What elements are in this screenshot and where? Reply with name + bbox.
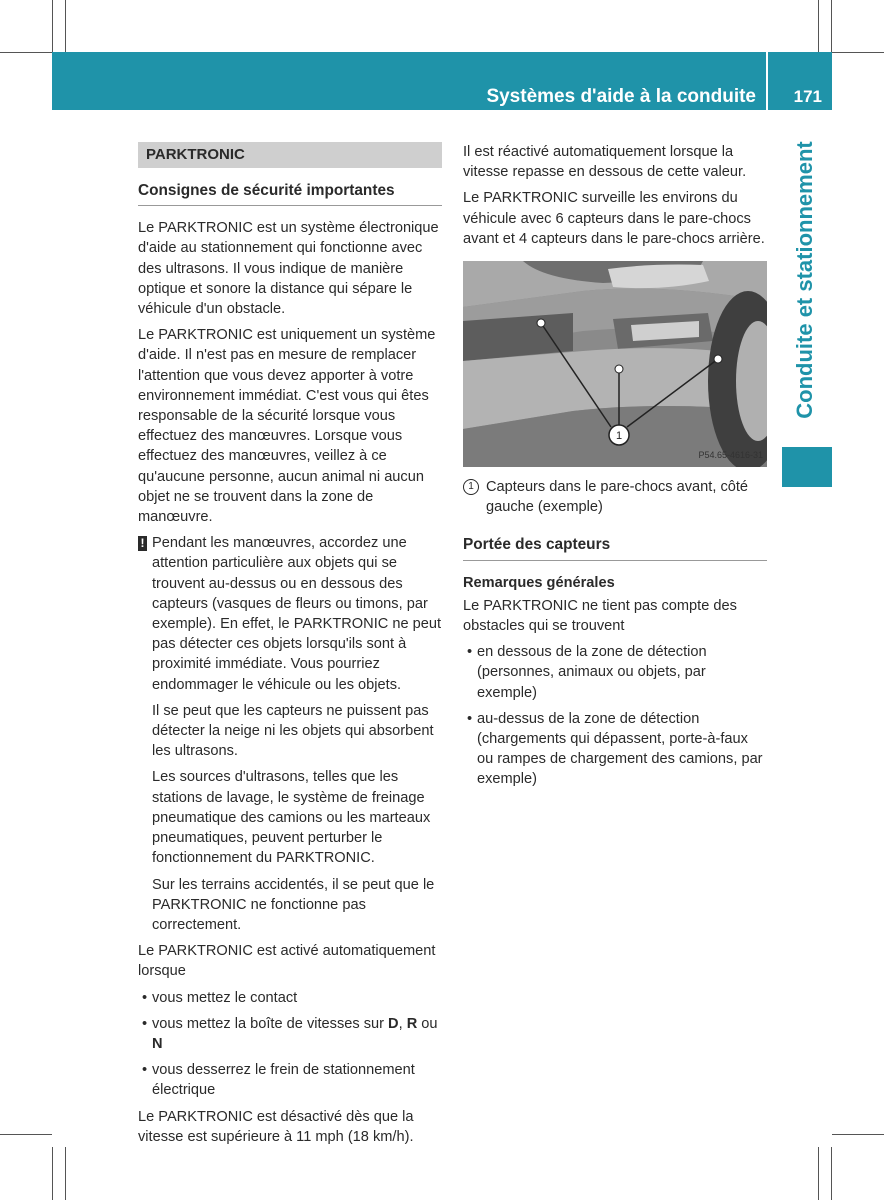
page-number-box xyxy=(768,52,832,110)
warning-icon: ! xyxy=(138,536,147,551)
crop-mark xyxy=(0,1134,52,1135)
gear-r: R xyxy=(406,1015,418,1032)
section-title: PARKTRONIC xyxy=(138,142,442,168)
warning-text: Il se peut que les capteurs ne puissent pas détecter la neige ni les objets qui absorbent les ultrasons. xyxy=(152,702,434,760)
paragraph: Le PARKTRONIC est désactivé dès que la vitesse est supérieure à 11 mph (18 km/h). xyxy=(138,1108,414,1145)
list-item: • vous mettez le contact xyxy=(138,988,442,1008)
crop-mark xyxy=(65,1147,66,1200)
list-item-text: ou xyxy=(417,1015,438,1032)
crop-mark xyxy=(52,1147,53,1200)
crop-mark xyxy=(0,52,52,53)
warning-block xyxy=(138,533,442,695)
gear-n: N xyxy=(152,1035,163,1052)
list-item: • vous desserrez le frein de stationnement électrique xyxy=(138,1060,442,1100)
paragraph: Le PARKTRONIC est un système électronique d'aide au stationnement qui fonctionne avec des ultrasons. Il vous indique de manière optique et sonore la distance qui sépare le véhicule d'un obstacle. xyxy=(138,220,439,318)
subheading: Portée des capteurs xyxy=(463,535,767,560)
minor-heading: Remarques générales xyxy=(463,574,615,591)
crop-mark xyxy=(832,1134,884,1135)
crop-mark xyxy=(818,1147,819,1200)
bumper-sensor-figure xyxy=(463,261,767,467)
subheading: Consignes de sécurité importantes xyxy=(138,181,442,206)
list-item xyxy=(138,1014,442,1054)
crop-mark xyxy=(818,0,819,52)
list-item: • en dessous de la zone de détection (personnes, animaux ou objets, par exemple) xyxy=(463,642,767,703)
figure-code: P54.65-4616-31 xyxy=(698,449,763,460)
paragraph: Le PARKTRONIC ne tient pas compte des obstacles qui se trouvent xyxy=(463,597,737,635)
list-item-text: vous mettez la boîte de vitesses sur xyxy=(152,1015,389,1032)
left-column xyxy=(138,142,442,1153)
figure-callout-number: 1 xyxy=(615,430,623,443)
list-item-text: , xyxy=(398,1015,407,1032)
side-tab-label: Conduite et stationnement xyxy=(792,141,817,419)
caption-text: Capteurs dans le pare-chocs avant, côté gauche (exemple) xyxy=(486,479,749,516)
paragraph: Il est réactivé automatiquement lorsque la vitesse repasse en dessous de cette valeur. xyxy=(463,144,747,181)
chapter-title: Systèmes d'aide à la conduite xyxy=(486,86,756,107)
side-tab xyxy=(778,120,832,440)
figure-caption xyxy=(463,477,767,517)
crop-mark xyxy=(52,0,53,52)
paragraph: Le PARKTRONIC surveille les environs du véhicule avec 6 capteurs dans le pare-chocs avant et 4 capteurs dans le pare-chocs arrière. xyxy=(463,190,765,247)
side-tab-marker xyxy=(782,447,832,487)
crop-mark xyxy=(832,52,884,53)
warning-text: Les sources d'ultrasons, telles que les stations de lavage, le système de freinage pneumatique des camions ou les marteaux pneumatiques, peuvent perturber le fonctionnement du PARKTRONIC. xyxy=(152,769,431,867)
crop-mark xyxy=(831,0,832,52)
warning-text: Sur les terrains accidentés, il se peut que le PARKTRONIC ne fonctionne pas correctement. xyxy=(152,876,435,933)
callout-number-icon: 1 xyxy=(463,479,479,495)
crop-mark xyxy=(831,1147,832,1200)
bumper-illustration xyxy=(463,261,767,467)
page-number: 171 xyxy=(793,87,822,106)
warning-text: Pendant les manœuvres, accordez une attention particulière aux objets qui se trouvent au-dessus ou en dessous des capteurs (vasques de fleurs ou timons, par exemple). En effet, le PARKTRONIC ne peut pas détecter ces objets lorsqu'ils sont à proximité immédiate. Vous pourriez endommager le véhicule ou les objets. xyxy=(152,535,442,693)
list-item: • au-dessus de la zone de détection (chargements qui dépassent, porte-à-faux ou rampes de chargement des camions, par exemple) xyxy=(463,709,767,790)
page-header xyxy=(52,52,766,110)
paragraph: Le PARKTRONIC est activé automatiquement lorsque xyxy=(138,943,436,980)
crop-mark xyxy=(65,0,66,52)
gear-d: D xyxy=(388,1015,399,1032)
right-column xyxy=(463,142,767,796)
paragraph: Le PARKTRONIC est uniquement un système d'aide. Il n'est pas en mesure de remplacer l'attention que vous devez apporter à votre environnement immédiat. C'est vous qui êtes responsable de la sécurité lorsque vous effectuez des manœuvres. Lorsque vous effectuez des manœuvres, veillez à ce qu'aucune personne, aucun animal ni aucun objet ne se trouvent dans la zone de manœuvre. xyxy=(138,327,436,526)
